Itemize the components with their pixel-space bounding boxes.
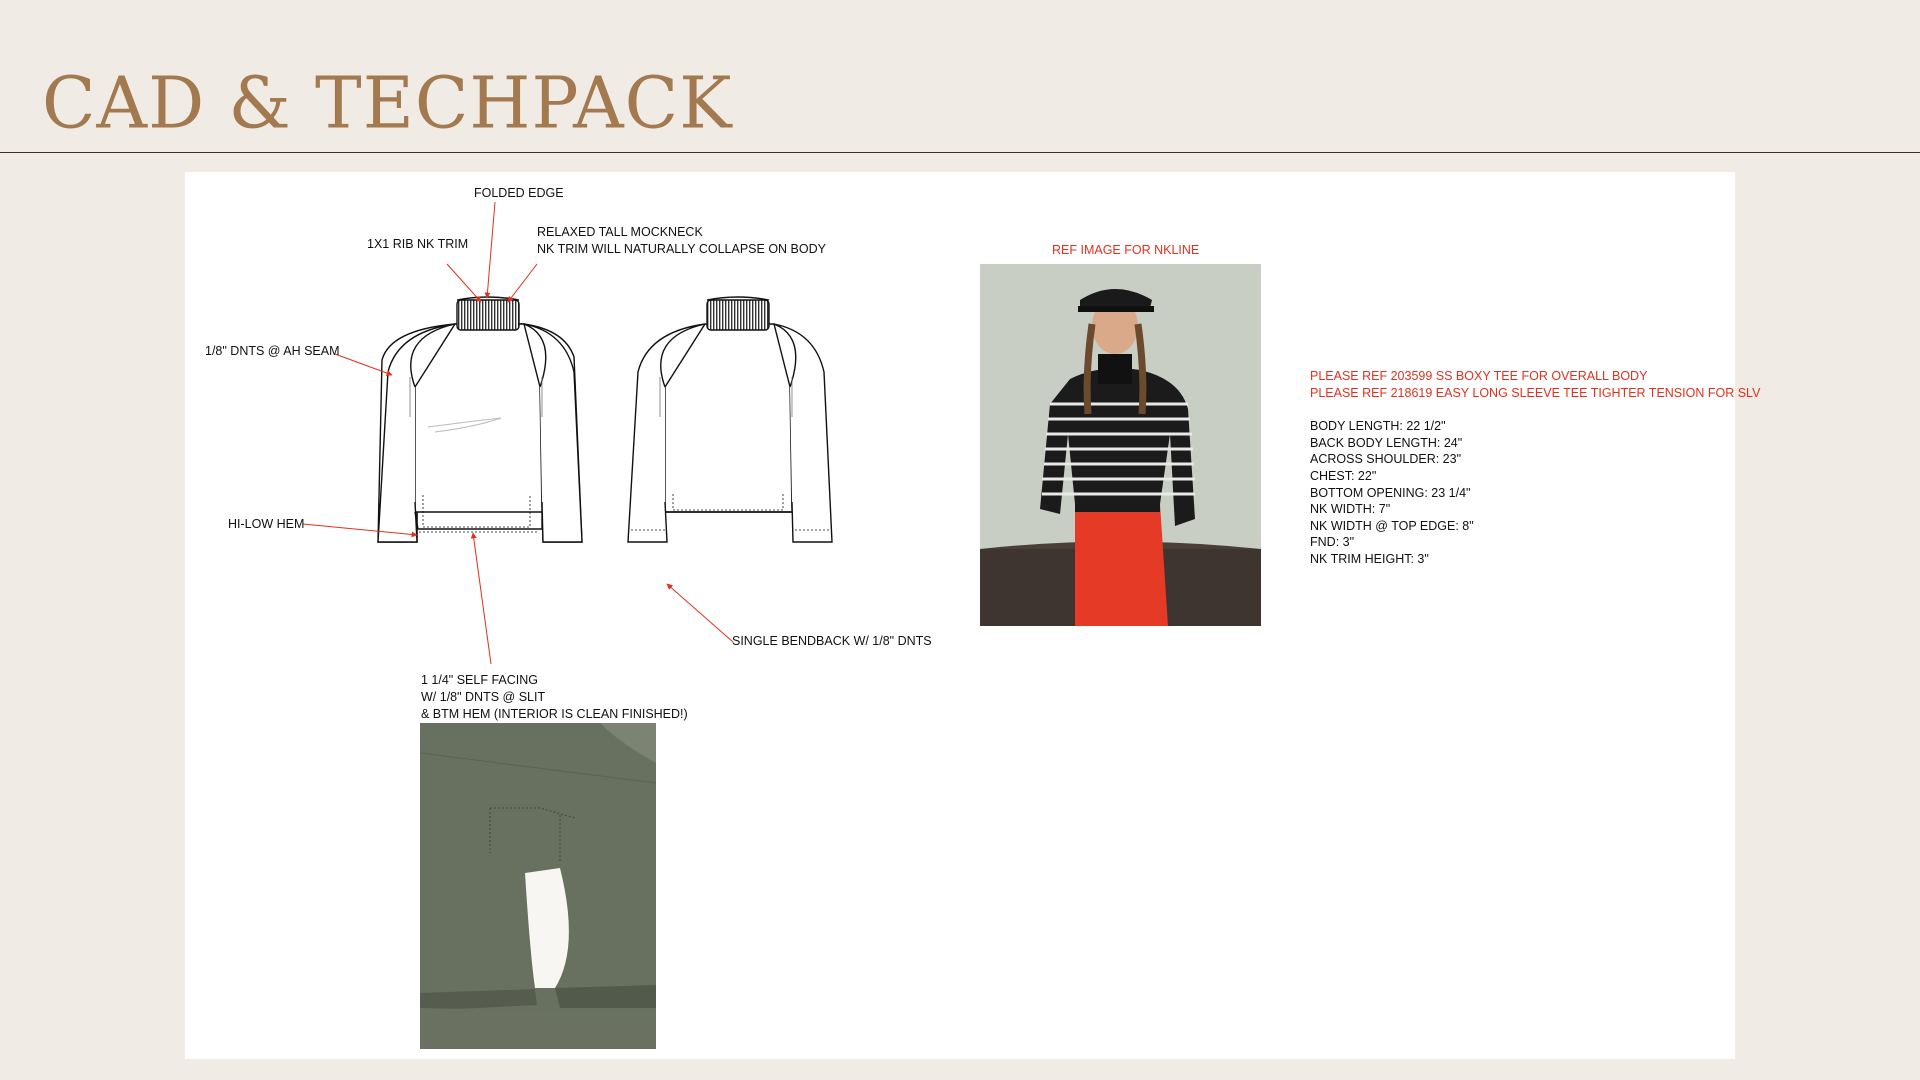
spec-note: PLEASE REF 203599 SS BOXY TEE FOR OVERALL BODY [1310, 369, 1648, 383]
callout-rib-trim: 1X1 RIB NK TRIM [367, 237, 469, 251]
ref-image-label: REF IMAGE FOR NKLINE [1052, 243, 1200, 257]
measurement-back-body-length: BACK BODY LENGTH: 24" [1310, 435, 1463, 450]
front-view-sketch [378, 297, 582, 542]
measurement-across-shoulder: ACROSS SHOULDER: 23" [1310, 452, 1462, 467]
title-divider [0, 152, 1920, 153]
measurement-body-length: BODY LENGTH: 22 1/2" [1310, 419, 1446, 434]
techpack-sheet [185, 172, 1761, 1059]
spec-notes [1310, 368, 1760, 568]
callout-mockneck-1: RELAXED TALL MOCKNECK [537, 225, 703, 239]
callout-facing-1: 1 1/4" SELF FACING [421, 673, 538, 687]
page-title: CAD & TECHPACK [42, 61, 733, 145]
measurement-nk-trim-height: NK TRIM HEIGHT: 3" [1310, 551, 1429, 566]
callout-single-bendback: SINGLE BENDBACK W/ 1/8" DNTS [732, 634, 932, 648]
measurement-nk-width: NK WIDTH: 7" [1310, 502, 1391, 517]
spec-note: PLEASE REF 218619 EASY LONG SLEEVE TEE TIGHTER TENSION FOR SLV [1310, 385, 1761, 400]
callout-folded-edge: FOLDED EDGE [474, 186, 564, 200]
callout-mockneck-2: NK TRIM WILL NATURALLY COLLAPSE ON BODY [537, 242, 826, 256]
callout-ah-seam: 1/8" DNTS @ AH SEAM [205, 344, 340, 358]
callout-hi-low-hem: HI-LOW HEM [228, 517, 305, 531]
callout-facing-3: & BTM HEM (INTERIOR IS CLEAN FINISHED!) [421, 707, 688, 721]
cad-flat-sketches [185, 172, 1735, 1059]
measurement-fnd: FND: 3" [1310, 535, 1355, 550]
back-view-sketch [628, 297, 832, 542]
reference-photo [980, 264, 1261, 626]
measurement-chest: CHEST: 22" [1310, 468, 1377, 483]
measurement-bottom-opening: BOTTOM OPENING: 23 1/4" [1310, 485, 1471, 500]
callout-facing-2: W/ 1/8" DNTS @ SLIT [421, 690, 546, 704]
measurement-nk-width-top-edge: NK WIDTH @ TOP EDGE: 8" [1310, 518, 1474, 533]
fabric-detail-photo [420, 723, 656, 1049]
